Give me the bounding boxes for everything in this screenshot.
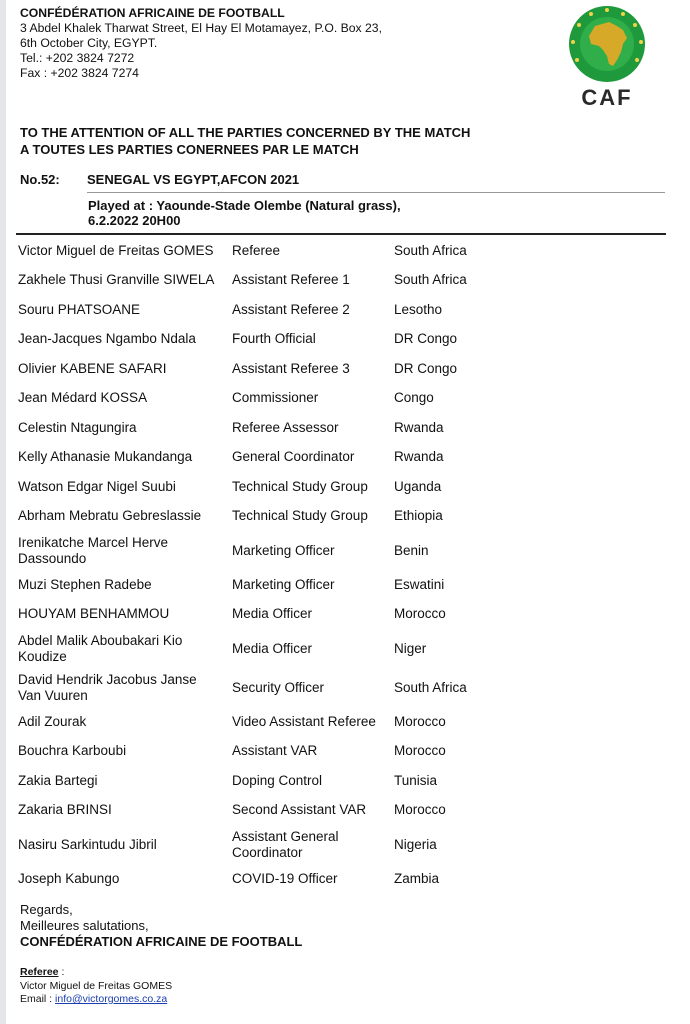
- match-fixture: SENEGAL VS EGYPT,AFCON 2021: [87, 172, 300, 187]
- official-row: [18, 668, 544, 707]
- official-country: Morocco: [394, 606, 446, 622]
- official-role: Assistant Referee 2: [232, 301, 350, 317]
- official-row: [18, 502, 544, 532]
- official-name: Zakaria BRINSI: [18, 802, 112, 818]
- official-name: Olivier KABENE SAFARI: [18, 360, 167, 376]
- official-row: [18, 325, 544, 355]
- official-country: South Africa: [394, 242, 467, 258]
- official-row: [18, 443, 544, 473]
- official-role: General Coordinator: [232, 449, 355, 465]
- official-role: Video Assistant Referee: [232, 713, 376, 729]
- letterhead-address-line2: 6th October City, EGYPT.: [20, 36, 158, 50]
- official-role: Assistant Referee 1: [232, 272, 350, 288]
- official-name: Victor Miguel de Freitas GOMES: [18, 242, 214, 258]
- official-row: [18, 531, 544, 570]
- official-country: Morocco: [394, 743, 446, 759]
- official-role: Referee: [232, 242, 281, 258]
- official-name: Watson Edgar Nigel Suubi: [18, 478, 176, 494]
- official-country: Uganda: [394, 478, 442, 494]
- officials-table: [18, 236, 544, 894]
- letterhead-address-line1: 3 Abdel Khalek Tharwat Street, El Hay El Motamayez, P.O. Box 23,: [20, 21, 382, 35]
- closing-block: [20, 902, 302, 950]
- official-role: Marketing Officer: [232, 542, 335, 558]
- official-role: Technical Study Group: [232, 508, 368, 524]
- official-country: Eswatini: [394, 576, 445, 592]
- venue-played-at: Played at : Yaounde-Stade Olembe (Natural grass),: [88, 198, 401, 213]
- official-name: Zakia Bartegi: [18, 772, 98, 788]
- official-country: Ethiopia: [394, 508, 443, 524]
- official-name: Kelly Athanasie Mukandanga: [18, 449, 193, 465]
- official-role: Media Officer: [232, 640, 313, 656]
- letterhead-org-name: CONFÉDÉRATION AFRICAINE DE FOOTBALL: [20, 6, 285, 20]
- official-row: [18, 384, 544, 414]
- official-row: [18, 354, 544, 384]
- official-row: [18, 266, 544, 296]
- official-country: Benin: [394, 542, 429, 558]
- official-row: [18, 236, 544, 266]
- match-number: No.52:: [20, 172, 60, 187]
- closing-salutations: Meilleures salutations,: [20, 918, 149, 933]
- official-name: Irenikatche Marcel Herve Dassoundo: [18, 534, 169, 566]
- official-country: Morocco: [394, 713, 446, 729]
- official-country: Congo: [394, 390, 434, 406]
- referee-contact: [20, 966, 172, 1007]
- official-row: [18, 796, 544, 826]
- official-name: David Hendrik Jacobus Janse Van Vuuren: [18, 671, 197, 703]
- official-role: Commissioner: [232, 390, 319, 406]
- official-country: Morocco: [394, 802, 446, 818]
- official-role: Doping Control: [232, 772, 323, 788]
- official-row: [18, 864, 544, 894]
- official-name: Celestin Ntagungira: [18, 419, 137, 435]
- official-role: COVID-19 Officer: [232, 870, 338, 886]
- divider-thin: [87, 192, 665, 193]
- venue-datetime: 6.2.2022 20H00: [88, 213, 181, 228]
- official-role: Security Officer: [232, 679, 325, 695]
- attention-french: A TOUTES LES PARTIES CONERNEES PAR LE MATCH: [20, 142, 359, 157]
- official-country: South Africa: [394, 272, 467, 288]
- official-row: [18, 472, 544, 502]
- official-country: DR Congo: [394, 360, 458, 376]
- official-country: DR Congo: [394, 331, 458, 347]
- official-country: Rwanda: [394, 419, 444, 435]
- letterhead: [20, 6, 382, 81]
- official-row: [18, 570, 544, 600]
- official-role: Assistant General Coordinator: [232, 828, 339, 860]
- official-name: Jean Médard KOSSA: [18, 390, 148, 406]
- official-name: Joseph Kabungo: [18, 870, 120, 886]
- official-row: [18, 629, 544, 668]
- closing-regards: Regards,: [20, 902, 73, 917]
- official-row: [18, 295, 544, 325]
- venue-block: [88, 198, 468, 228]
- divider-thick: [16, 233, 666, 235]
- page-left-edge: [0, 0, 6, 1024]
- referee-email-link[interactable]: info@victorgomes.co.za: [55, 993, 168, 1005]
- official-name: Zakhele Thusi Granville SIWELA: [18, 272, 215, 288]
- official-country: Rwanda: [394, 449, 444, 465]
- referee-contact-email-label: Email :: [20, 993, 53, 1005]
- caf-logo: [557, 4, 661, 108]
- official-row: [18, 413, 544, 443]
- official-role: Fourth Official: [232, 331, 316, 347]
- official-country: Tunisia: [394, 772, 438, 788]
- official-row: [18, 766, 544, 796]
- official-name: Abdel Malik Aboubakari Kio Koudize: [18, 632, 183, 664]
- official-name: Abrham Mebratu Gebreslassie: [18, 508, 202, 524]
- official-name: Bouchra Karboubi: [18, 743, 127, 759]
- referee-contact-label: Referee: [20, 966, 59, 978]
- attention-block: [20, 124, 470, 158]
- official-row: [18, 707, 544, 737]
- official-name: HOUYAM BENHAMMOU: [18, 606, 170, 622]
- official-role: Second Assistant VAR: [232, 802, 367, 818]
- official-name: Muzi Stephen Radebe: [18, 576, 152, 592]
- official-name: Nasiru Sarkintudu Jibril: [18, 836, 157, 852]
- letterhead-fax: Fax : +202 3824 7274: [20, 66, 139, 80]
- official-role: Assistant Referee 3: [232, 360, 350, 376]
- official-country: Zambia: [394, 870, 440, 886]
- official-row: [18, 737, 544, 767]
- referee-contact-label-suffix: :: [58, 966, 65, 978]
- official-country: Lesotho: [394, 301, 443, 317]
- caf-logo-text: CAF: [581, 85, 633, 108]
- official-country: South Africa: [394, 679, 467, 695]
- official-role: Media Officer: [232, 606, 313, 622]
- official-name: Jean-Jacques Ngambo Ndala: [18, 331, 196, 347]
- referee-contact-name: Victor Miguel de Freitas GOMES: [20, 979, 173, 992]
- letterhead-tel: Tel.: +202 3824 7272: [20, 51, 135, 65]
- official-role: Marketing Officer: [232, 576, 335, 592]
- official-name: Souru PHATSOANE: [18, 301, 141, 317]
- attention-english: TO THE ATTENTION OF ALL THE PARTIES CONCERNED BY THE MATCH: [20, 125, 471, 140]
- official-role: Assistant VAR: [232, 743, 318, 759]
- official-role: Referee Assessor: [232, 419, 339, 435]
- official-row: [18, 600, 544, 630]
- official-name: Adil Zourak: [18, 713, 87, 729]
- official-role: Technical Study Group: [232, 478, 368, 494]
- closing-org-name: CONFÉDÉRATION AFRICAINE DE FOOTBALL: [20, 934, 303, 949]
- official-row: [18, 825, 544, 864]
- official-country: Nigeria: [394, 836, 437, 852]
- official-country: Niger: [394, 640, 427, 656]
